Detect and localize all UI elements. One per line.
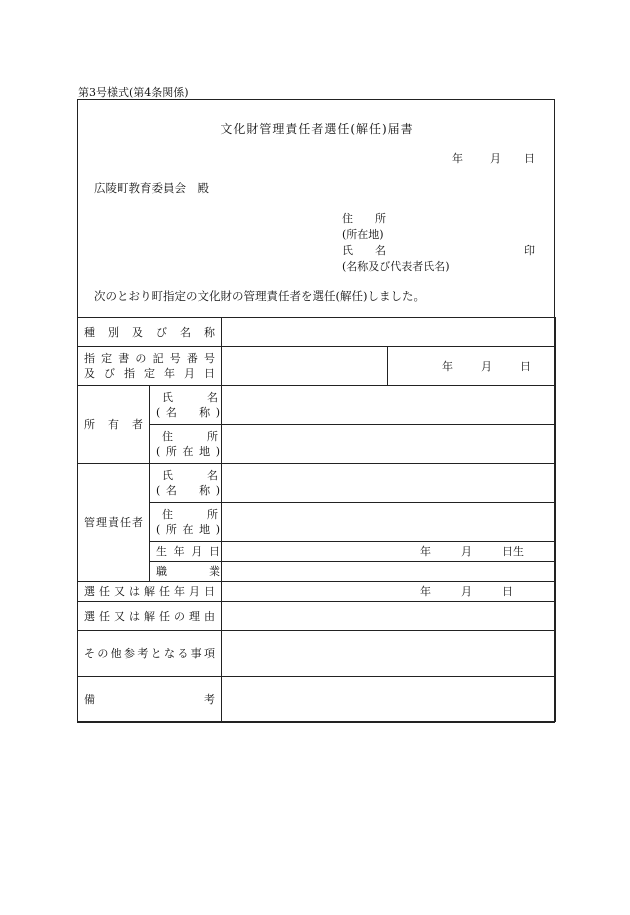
date-month: 月 (490, 152, 501, 165)
other-value[interactable] (222, 631, 556, 677)
form-frame (77, 99, 555, 723)
owner-address-label: 住 所 (所在地) (150, 425, 222, 464)
manager-name-label: 氏 名 (名 称) (150, 464, 222, 503)
table-row (78, 562, 556, 582)
statement: 次のとおり町指定の文化財の管理責任者を選任(解任)しました。 (94, 289, 425, 303)
applicant-address-sub: (所在地) (342, 228, 384, 241)
table-row (78, 503, 556, 542)
table-row (78, 464, 556, 503)
occupation-label: 職業 (150, 562, 222, 582)
owner-name-value[interactable] (222, 386, 556, 425)
table-row (78, 602, 556, 631)
type-name-label: 種別及び名称 (78, 318, 222, 347)
designation-date-value[interactable]: 年 月 日 (388, 347, 556, 386)
occupation-value[interactable] (222, 562, 556, 582)
date-year: 年 (452, 152, 463, 165)
form-title: 文化財管理責任者選任(解任)届書 (220, 122, 414, 136)
table-row (78, 677, 556, 722)
remarks-value[interactable] (222, 677, 556, 722)
other-label: その他参考となる事項 (78, 631, 222, 677)
date-day: 日 (524, 152, 535, 165)
table-row (78, 542, 556, 562)
remarks-label: 備考 (78, 677, 222, 722)
applicant-name-label: 氏 名 (342, 244, 386, 257)
appointment-date-label: 選任又は解任年月日 (78, 582, 222, 602)
table-row (78, 425, 556, 464)
registration-table (77, 317, 556, 722)
reason-value[interactable] (222, 602, 556, 631)
applicant-name-sub: (名称及び代表者氏名) (342, 260, 450, 273)
addressee: 広陵町教育委員会 殿 (94, 181, 209, 195)
manager-address-value[interactable] (222, 503, 556, 542)
reason-label: 選任又は解任の理由 (78, 602, 222, 631)
seal-mark: 印 (524, 244, 535, 257)
designation-number-value[interactable] (222, 347, 388, 386)
table-row (78, 582, 556, 602)
table-row (78, 386, 556, 425)
birthdate-label: 生年月日 (150, 542, 222, 562)
birthdate-value[interactable]: 年 月 日生 (222, 542, 556, 562)
owner-label: 所有者 (78, 386, 150, 464)
type-name-value[interactable] (222, 318, 556, 347)
designation-label: 指定書の記号番号 及び指定年月日 (78, 347, 222, 386)
manager-name-value[interactable] (222, 464, 556, 503)
applicant-address-label: 住 所 (342, 212, 386, 225)
manager-label: 管理責任者 (78, 464, 150, 582)
manager-address-label: 住 所 (所在地) (150, 503, 222, 542)
appointment-date-value[interactable]: 年 月 日 (222, 582, 556, 602)
owner-address-value[interactable] (222, 425, 556, 464)
owner-name-label: 氏 名 (名 称) (150, 386, 222, 425)
form-number: 第3号様式(第4条関係) (78, 86, 189, 99)
table-row (78, 631, 556, 677)
table-row (78, 318, 556, 347)
table-row (78, 347, 556, 386)
